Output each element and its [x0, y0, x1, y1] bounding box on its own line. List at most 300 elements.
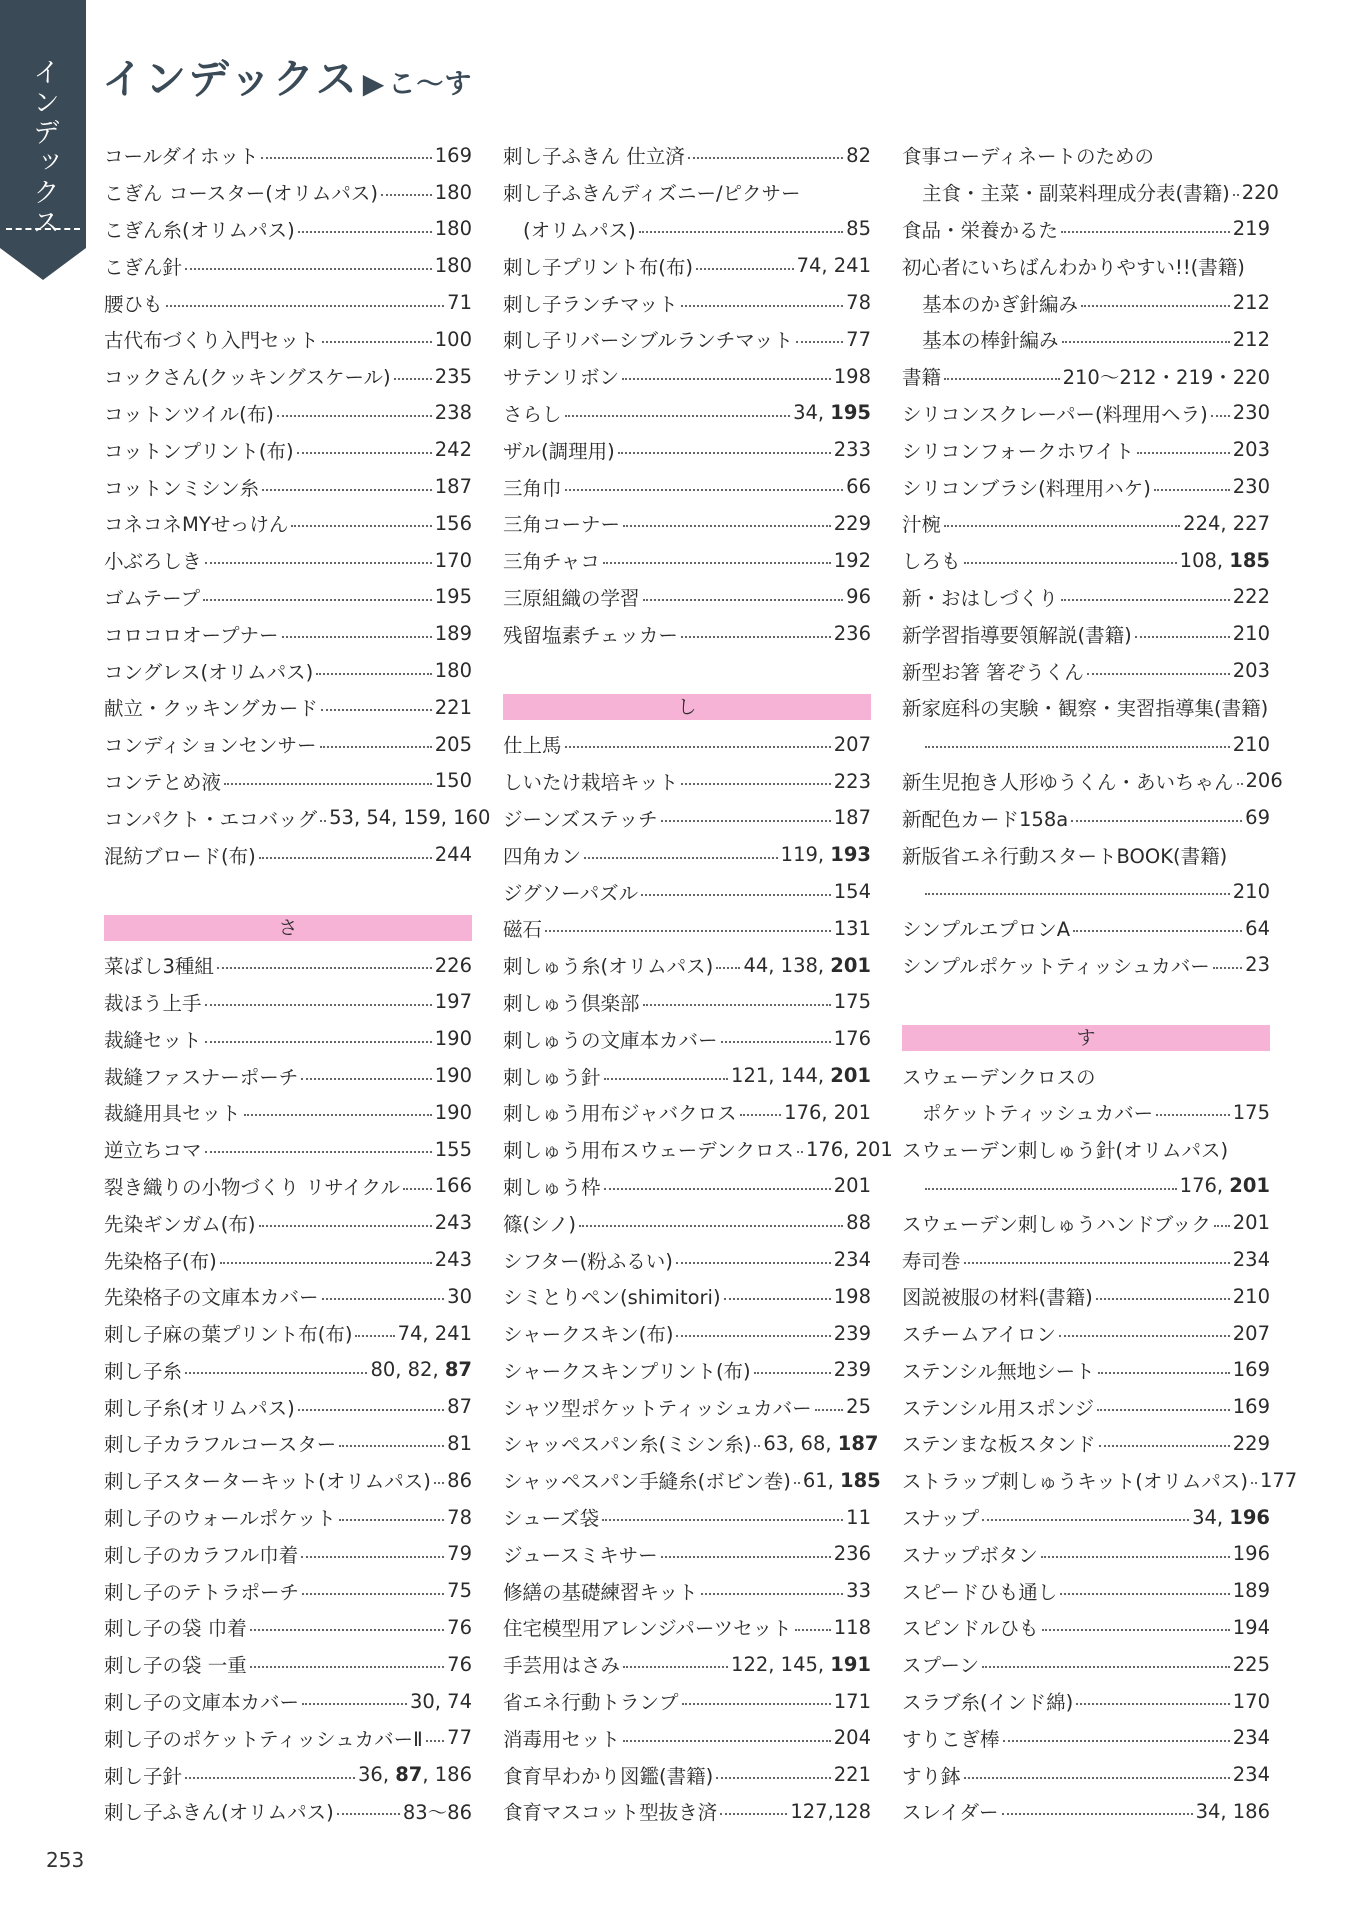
dot-leader — [250, 1666, 444, 1668]
page-numbers: 82 — [846, 143, 871, 167]
page-numbers: 207 — [833, 732, 871, 756]
entry-pages — [731, 1064, 871, 1087]
entry-pages — [435, 954, 472, 977]
page-numbers: 71 — [447, 291, 472, 315]
entry-name: 新配色カード158a — [902, 807, 1069, 831]
index-entry — [902, 1572, 1270, 1609]
dot-leader — [339, 1519, 444, 1521]
entry-name: 刺し子ランチマット — [503, 292, 678, 316]
page-numbers: 235 — [434, 364, 472, 388]
dot-leader — [1135, 636, 1230, 638]
entry-name: ステンシル用スポンジ — [902, 1396, 1095, 1420]
entry-name: 刺し子糸(オリムパス) — [104, 1396, 295, 1420]
index-entry — [902, 1278, 1270, 1315]
entry-name: 新版省エネ行動スタートBOOK(書籍) — [902, 844, 1228, 868]
dot-leader — [925, 893, 1230, 895]
index-entry — [902, 358, 1270, 395]
dot-leader — [1137, 452, 1230, 454]
page-numbers: 69 — [1245, 806, 1270, 830]
entry-name: シンプルエプロンA — [902, 918, 1071, 942]
page-number-main: 185 — [1229, 548, 1270, 572]
index-entry — [503, 468, 871, 505]
entry-pages — [447, 1469, 472, 1492]
index-entry — [503, 247, 871, 284]
entry-pages — [435, 401, 472, 424]
page-numbers: 236 — [833, 622, 871, 646]
index-entry — [503, 615, 871, 652]
entry-name: スプーン — [902, 1654, 980, 1678]
dot-leader — [724, 1298, 831, 1300]
index-entry — [902, 763, 1283, 800]
entry-pages — [846, 291, 871, 314]
index-entry — [902, 615, 1270, 652]
index-entry — [902, 321, 1270, 358]
dot-leader — [224, 783, 432, 785]
dot-leader — [545, 930, 831, 932]
entry-pages — [435, 365, 472, 388]
dot-leader — [925, 746, 1230, 748]
page-numbers: 175 — [833, 990, 871, 1014]
index-entry — [104, 1462, 472, 1499]
entry-pages — [834, 1248, 871, 1271]
dot-leader — [277, 415, 432, 417]
entry-name: スウェーデン刺しゅうハンドブック — [902, 1212, 1211, 1236]
entry-name: 食育早わかり図鑑(書籍) — [503, 1764, 714, 1788]
page-number-main: 195 — [830, 401, 871, 425]
entry-name: ゴムテープ — [104, 586, 201, 610]
entry-pages — [435, 217, 472, 240]
page-number-main: 87 — [395, 1763, 423, 1787]
index-entry — [503, 1315, 871, 1352]
entry-pages — [1180, 1174, 1270, 1197]
page-numbers: 83～86 — [402, 1801, 472, 1825]
dot-leader — [1002, 1813, 1193, 1815]
section-header: し — [503, 694, 871, 720]
page-number-main: 196 — [1229, 1505, 1270, 1529]
entry-name: 先染ギンガム(布) — [104, 1212, 256, 1236]
entry-pages — [763, 1432, 878, 1455]
page-numbers: 33 — [846, 1579, 871, 1603]
page-numbers: 234 — [1232, 1763, 1270, 1787]
dot-leader — [185, 268, 432, 270]
index-entry — [104, 1499, 472, 1536]
entry-pages — [435, 843, 472, 866]
index-entry — [902, 836, 1270, 873]
entry-name: 図説被服の材料(書籍) — [902, 1286, 1093, 1310]
entry-pages — [1233, 1726, 1270, 1749]
dot-leader — [205, 1151, 432, 1153]
dot-leader — [579, 1225, 843, 1227]
dot-leader — [282, 636, 432, 638]
entry-pages — [1233, 733, 1270, 756]
page-numbers: 187 — [434, 475, 472, 499]
page-number: 253 — [46, 1848, 85, 1872]
page-numbers: 127,128 — [790, 1799, 871, 1823]
entry-name: シリコンフォークホワイト — [902, 439, 1135, 463]
entry-pages — [1246, 769, 1283, 792]
page-numbers: 74, 241 — [796, 254, 871, 278]
page-numbers: 212 — [1232, 327, 1270, 351]
page-number-main: 201 — [830, 1064, 871, 1088]
index-entry — [104, 1572, 472, 1609]
page-numbers: 30 — [447, 1284, 472, 1308]
page-numbers: 223 — [833, 769, 871, 793]
index-entry — [902, 1204, 1270, 1241]
entry-name: 篠(シノ) — [503, 1212, 576, 1236]
entry-name: シャツ型ポケットティッシュカバー — [503, 1396, 812, 1420]
section-spacer — [503, 652, 871, 689]
page-numbers: 176, 201 — [784, 1100, 871, 1124]
page-numbers: 203 — [1232, 438, 1270, 462]
index-entry — [104, 1131, 472, 1168]
index-entry — [902, 1388, 1270, 1425]
dot-leader — [643, 1004, 831, 1006]
dot-leader — [1087, 673, 1230, 675]
dot-leader — [794, 1482, 800, 1484]
dot-leader — [682, 1703, 831, 1705]
index-entry — [503, 1168, 871, 1205]
index-entry — [902, 1719, 1270, 1756]
dot-leader — [796, 341, 843, 343]
page-numbers: 53, 54, 159, 160 — [329, 806, 491, 830]
page-numbers: 118 — [833, 1615, 871, 1639]
index-entry — [902, 1646, 1270, 1683]
entry-pages — [846, 1506, 871, 1529]
entry-pages — [1233, 328, 1270, 351]
dot-leader — [1098, 1372, 1230, 1374]
dot-leader — [262, 489, 432, 491]
page-numbers: 155 — [434, 1137, 472, 1161]
page-numbers: 119, — [780, 843, 831, 867]
page-number-main: 193 — [830, 843, 871, 867]
dot-leader — [434, 1482, 444, 1484]
dot-leader — [291, 525, 431, 527]
entry-name: 刺し子リバーシブルランチマット — [503, 329, 793, 353]
entry-name: スピードひも通し — [902, 1580, 1058, 1604]
index-entry — [503, 1057, 871, 1094]
page-numbers: 156 — [434, 511, 472, 535]
entry-name: 修繕の基礎練習キット — [503, 1580, 698, 1604]
entry-name: 基本の棒針編み — [922, 329, 1059, 353]
entry-pages — [834, 770, 871, 793]
entry-pages — [834, 1690, 871, 1713]
page-numbers: 80, 82, — [370, 1358, 445, 1382]
index-entry — [104, 431, 472, 468]
entry-pages — [834, 1174, 871, 1197]
entry-pages — [834, 806, 871, 829]
index-entry — [503, 321, 871, 358]
page-numbers: 244 — [434, 843, 472, 867]
entry-pages — [834, 1726, 871, 1749]
entry-name: 刺し子麻の葉プリント布(布) — [104, 1323, 353, 1347]
page-numbers: 197 — [434, 990, 472, 1014]
page-numbers: 192 — [833, 548, 871, 572]
page-numbers: 170 — [1232, 1689, 1270, 1713]
page-numbers: 230 — [1232, 475, 1270, 499]
entry-name: こぎん コースター(オリムパス) — [104, 182, 378, 206]
page-numbers: 222 — [1232, 585, 1270, 609]
entry-pages — [435, 438, 472, 461]
dot-leader — [1156, 1114, 1230, 1116]
entry-pages — [846, 217, 871, 240]
page-numbers: 243 — [434, 1211, 472, 1235]
dot-leader — [944, 378, 1060, 380]
index-column-3 — [902, 137, 1298, 1830]
index-entry — [902, 1094, 1270, 1131]
index-entry — [902, 284, 1270, 321]
dot-leader — [1073, 930, 1242, 932]
entry-pages — [784, 1101, 871, 1124]
dot-leader — [394, 378, 432, 380]
dot-leader — [301, 1078, 432, 1080]
page-numbers: 242 — [434, 438, 472, 462]
entry-pages — [846, 1395, 871, 1418]
entry-name: ザル(調理用) — [503, 439, 615, 463]
entry-pages — [846, 1211, 871, 1234]
index-entry — [503, 579, 871, 616]
index-entry — [104, 1057, 472, 1094]
page-numbers: 189 — [434, 622, 472, 646]
entry-pages — [846, 475, 871, 498]
entry-name: 刺しゅうの文庫本カバー — [503, 1028, 718, 1052]
page-numbers: 180 — [434, 217, 472, 241]
page-numbers: 180 — [434, 180, 472, 204]
index-entry — [902, 1131, 1270, 1168]
dot-leader — [1042, 1629, 1230, 1631]
index-side-tab — [0, 0, 86, 248]
index-entry — [902, 431, 1270, 468]
index-entry — [503, 984, 871, 1021]
entry-pages — [797, 254, 871, 277]
dot-leader — [1154, 489, 1230, 491]
dot-leader — [261, 157, 431, 159]
entry-name: 刺し子糸 — [104, 1359, 183, 1383]
page-numbers: 79 — [447, 1542, 472, 1566]
entry-name: 刺し子スターターキット(オリムパス) — [104, 1470, 431, 1494]
dot-leader — [676, 1335, 830, 1337]
dot-leader — [297, 452, 432, 454]
entry-pages — [435, 328, 472, 351]
page-numbers: 169 — [1232, 1358, 1270, 1382]
page-numbers: 74, 241 — [397, 1321, 472, 1345]
dot-leader — [205, 1004, 432, 1006]
entry-name: シャークスキン(布) — [503, 1323, 674, 1347]
entry-name: コンディションセンサー — [104, 734, 317, 758]
entry-pages — [1233, 1542, 1270, 1565]
entry-name: 三角巾 — [503, 476, 562, 500]
entry-pages — [1233, 438, 1270, 461]
entry-name: 裁縫ファスナーポーチ — [104, 1065, 299, 1089]
entry-name: こぎん針 — [104, 255, 183, 279]
page-numbers: 75 — [447, 1579, 472, 1603]
dot-leader — [381, 194, 432, 196]
page-numbers: 63, 68, — [763, 1431, 838, 1455]
entry-name: 腰ひも — [104, 292, 163, 316]
page-numbers: 150 — [434, 769, 472, 793]
page-numbers: 175 — [1232, 1100, 1270, 1124]
entry-name: 残留塩素チェッカー — [503, 623, 678, 647]
entry-name: 消毒用セット — [503, 1727, 621, 1751]
entry-name: 汁椀 — [902, 513, 942, 537]
entry-pages — [1260, 1469, 1297, 1492]
index-entry — [104, 1683, 472, 1720]
index-entry — [104, 579, 472, 616]
page-numbers: 190 — [434, 1064, 472, 1088]
page-numbers: 221 — [833, 1763, 871, 1787]
entry-name: ポケットティッシュカバー — [922, 1102, 1154, 1126]
dot-leader — [1233, 194, 1239, 196]
entry-pages — [846, 144, 871, 167]
dot-leader — [205, 562, 432, 564]
dot-leader — [298, 231, 432, 233]
dot-leader — [1099, 1445, 1230, 1447]
entry-pages — [447, 291, 472, 314]
dot-leader — [688, 157, 843, 159]
page-numbers: 36, — [358, 1763, 396, 1787]
entry-name: 刺しゅう用布スウェーデンクロス — [503, 1139, 794, 1163]
index-entry — [902, 468, 1270, 505]
index-entry — [104, 1535, 472, 1572]
entry-name: 新型お箸 箸ぞうくん — [902, 660, 1084, 684]
index-entry — [902, 1462, 1298, 1499]
entry-name: 刺し子のポケットティッシュカバーⅡ — [104, 1727, 423, 1751]
index-entry — [902, 505, 1270, 542]
page-numbers: 210 — [1232, 1284, 1270, 1308]
dot-leader — [203, 599, 432, 601]
index-entry — [104, 984, 472, 1021]
page-numbers: 180 — [434, 659, 472, 683]
entry-name: 刺し子の文庫本カバー — [104, 1691, 300, 1715]
entry-name: 刺し子カラフルコースター — [104, 1433, 337, 1457]
page-numbers: 34, — [1192, 1505, 1230, 1529]
page-numbers: 121, 144, — [731, 1064, 831, 1088]
index-entry — [503, 284, 871, 321]
page-number-main: 87 — [444, 1358, 472, 1382]
index-entry — [902, 947, 1270, 984]
entry-name: シリコンスクレーパー(料理用ヘラ) — [902, 402, 1208, 426]
index-entry — [503, 1535, 871, 1572]
entry-name: シャッペスパン糸(ミシン糸) — [503, 1433, 752, 1457]
page-numbers: 226 — [434, 953, 472, 977]
entry-name: (オリムパス) — [523, 218, 636, 242]
dot-leader — [217, 967, 432, 969]
index-entry — [104, 726, 472, 763]
entry-pages — [435, 144, 472, 167]
index-entry — [902, 247, 1270, 284]
entry-pages — [435, 1138, 472, 1161]
entry-name: 食育マスコット型抜き済 — [503, 1801, 718, 1825]
index-entry — [104, 947, 472, 984]
entry-pages — [435, 1248, 472, 1271]
entry-name: 刺し子のテトラポーチ — [104, 1580, 300, 1604]
entry-pages — [1233, 1248, 1270, 1271]
index-entry — [503, 763, 871, 800]
dot-leader — [584, 857, 778, 859]
page-numbers: 187 — [833, 806, 871, 830]
entry-name: 省エネ行動トランプ — [503, 1691, 679, 1715]
entry-pages — [1233, 622, 1270, 645]
dot-leader — [643, 599, 844, 601]
entry-name: シフター(粉ふるい) — [503, 1249, 673, 1273]
entry-pages — [1063, 362, 1270, 390]
entry-name: 三原組織の学習 — [503, 586, 640, 610]
entry-pages — [447, 1506, 472, 1529]
dot-leader — [661, 1556, 831, 1558]
index-entry — [902, 395, 1270, 432]
dot-leader — [302, 1703, 407, 1705]
index-entry — [902, 1535, 1270, 1572]
index-entry — [503, 910, 871, 947]
page-numbers: 96 — [846, 585, 871, 609]
entry-name: しいたけ栽培キット — [503, 771, 679, 795]
entry-pages — [1245, 917, 1270, 940]
dot-leader — [1060, 1593, 1230, 1595]
index-entry — [503, 1719, 871, 1756]
dot-leader — [321, 709, 432, 711]
index-entry — [104, 1756, 472, 1793]
entry-name: 仕上馬 — [503, 734, 562, 758]
index-entry — [503, 505, 871, 542]
entry-pages — [834, 1542, 871, 1565]
entry-name: こぎん糸(オリムパス) — [104, 218, 295, 242]
dot-leader — [1097, 1409, 1230, 1411]
index-column-1 — [104, 137, 491, 1830]
index-entry — [902, 1499, 1270, 1536]
page-numbers: 81 — [447, 1431, 472, 1455]
entry-pages — [846, 585, 871, 608]
dot-leader — [964, 1262, 1230, 1264]
entry-pages — [435, 622, 472, 645]
page-numbers: 180 — [434, 254, 472, 278]
entry-pages — [1233, 880, 1270, 903]
entry-pages — [447, 1579, 472, 1602]
index-entry — [104, 1425, 472, 1462]
page-numbers: 234 — [1232, 1248, 1270, 1271]
index-entry — [104, 1719, 472, 1756]
entry-pages — [447, 1616, 472, 1639]
page-numbers: 220 — [1241, 180, 1279, 204]
entry-name: 刺し子の袋 巾着 — [104, 1617, 247, 1641]
page-numbers: 203 — [1232, 659, 1270, 683]
entry-name: 小ぶろしき — [104, 550, 202, 574]
dot-leader — [403, 1188, 432, 1190]
entry-pages — [1233, 1653, 1270, 1676]
entry-pages — [1233, 1358, 1270, 1381]
entry-name: 新家庭科の実験・観察・実習指導集(書籍) — [902, 697, 1269, 721]
dot-leader — [250, 1629, 444, 1631]
entry-name: 刺しゅう糸(オリムパス) — [503, 955, 714, 979]
dot-leader — [1071, 820, 1242, 822]
dot-leader — [1061, 599, 1230, 601]
dot-leader — [661, 820, 831, 822]
index-entry — [902, 726, 1270, 763]
entry-pages — [1233, 217, 1270, 240]
entry-name: コロコロオープナー — [104, 623, 279, 647]
index-entry — [503, 1462, 881, 1499]
entry-name: 基本のかぎ針編み — [922, 292, 1079, 316]
page-numbers: 210 — [1232, 879, 1270, 903]
index-entry — [902, 1425, 1270, 1462]
index-entry — [503, 1131, 893, 1168]
page-numbers: 205 — [434, 732, 472, 756]
index-entry — [503, 1572, 871, 1609]
entry-pages — [1233, 1432, 1270, 1455]
entry-pages — [370, 1358, 472, 1381]
entry-pages — [1233, 1690, 1270, 1713]
index-entry — [503, 1756, 871, 1793]
index-entry — [902, 1168, 1270, 1205]
index-entry — [902, 873, 1270, 910]
